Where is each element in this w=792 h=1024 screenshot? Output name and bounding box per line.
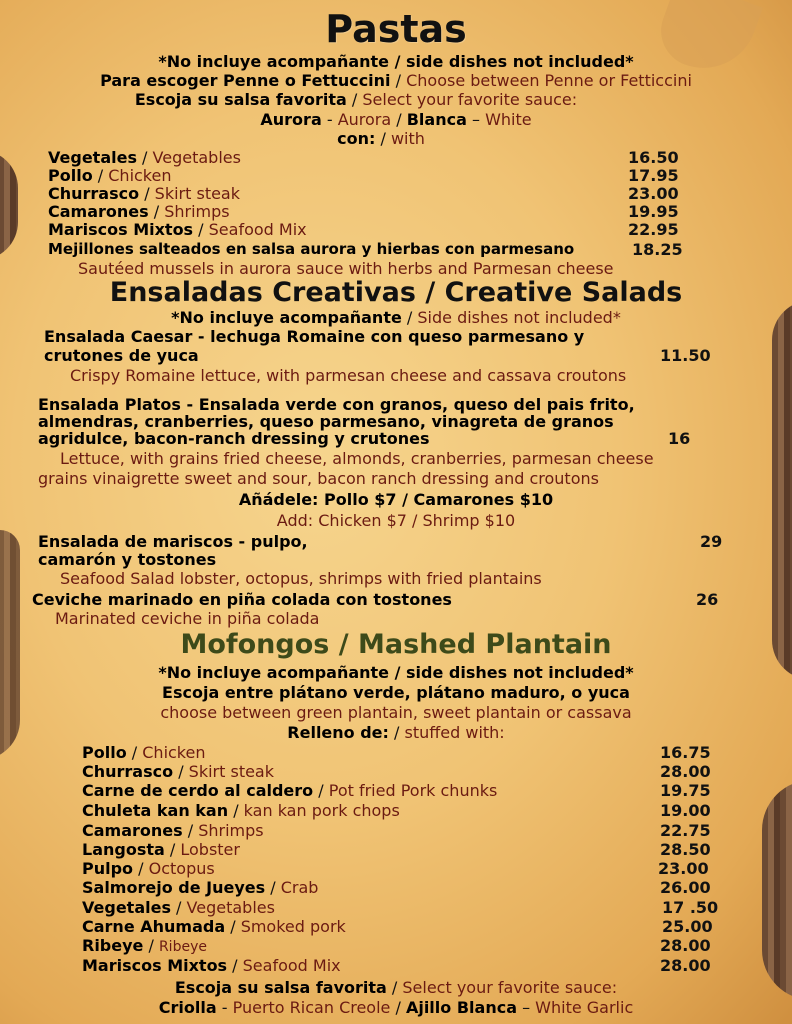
menu-item: Pollo / Chicken xyxy=(82,743,206,762)
menu-item: Churrasco / Skirt steak xyxy=(82,762,274,781)
platos-description-line2: grains vinaigrette sweet and sour, bacon ranch dressing and croutons xyxy=(38,469,599,488)
salads-add-en: Add: Chicken $7 / Shrimp $10 xyxy=(276,511,516,530)
pastas-title: Pastas xyxy=(325,7,467,51)
wood-edge-decoration xyxy=(0,150,18,260)
menu-item: Ribeye / Ribeye xyxy=(82,936,207,955)
menu-item: Carne de cerdo al caldero / Pot fried Pork chunks xyxy=(82,781,498,800)
menu-item: Camarones / Shrimps xyxy=(82,821,264,840)
seafood-salad-name-line2: camarón y tostones xyxy=(38,550,217,569)
menu-item: Carne Ahumada / Smoked pork xyxy=(82,917,346,936)
mofongos-stuffed: Relleno de: / stuffed with: xyxy=(287,723,505,742)
menu-item-price: 23.00 xyxy=(628,184,679,203)
menu-item-price: 16.75 xyxy=(660,743,711,762)
menu-item-price: 19.75 xyxy=(660,781,711,800)
menu-item-price: 26.00 xyxy=(660,878,711,897)
menu-item-price: 19.00 xyxy=(660,801,711,820)
caesar-name-line1: Ensalada Caesar - lechuga Romaine con queso parmesano y xyxy=(44,327,585,346)
ceviche-price: 26 xyxy=(696,590,719,609)
ceviche-description: Marinated ceviche in piña colada xyxy=(55,609,320,628)
menu-item-price: 28.00 xyxy=(660,762,711,781)
menu-item: Mariscos Mixtos / Seafood Mix xyxy=(82,956,341,975)
menu-item-price: 17 .50 xyxy=(662,898,719,917)
menu-item-price: 28.50 xyxy=(660,840,711,859)
platos-name-line2: almendras, cranberries, queso parmesano, vinagreta de granos xyxy=(38,412,614,431)
caesar-description: Crispy Romaine lettuce, with parmesan cheese and cassava croutons xyxy=(70,366,627,385)
mofongos-title: Mofongos / Mashed Plantain xyxy=(180,629,612,660)
platos-name-line1: Ensalada Platos - Ensalada verde con granos, queso del pais frito, xyxy=(38,395,635,414)
menu-item-price: 19.95 xyxy=(628,202,679,221)
mofongos-sauce-options: Criolla - Puerto Rican Creole / Ajillo Blanca – White Garlic xyxy=(158,998,634,1017)
salads-title: Ensaladas Creativas / Creative Salads xyxy=(109,277,683,308)
menu-item: Camarones / Shrimps xyxy=(48,202,230,221)
menu-item-price: 22.95 xyxy=(628,220,679,239)
mussels-description: Sautéed mussels in aurora sauce with herbs and Parmesan cheese xyxy=(78,259,614,278)
salads-note: *No incluye acompañante / Side dishes not included* xyxy=(171,308,621,327)
caesar-name-line2: crutones de yuca xyxy=(44,346,199,365)
seafood-salad-description: Seafood Salad lobster, octopus, shrimps with fried plantains xyxy=(60,569,542,588)
menu-item-price: 28.00 xyxy=(660,936,711,955)
menu-item-price: 17.95 xyxy=(628,166,679,185)
menu-item-price: 28.00 xyxy=(660,956,711,975)
caesar-price: 11.50 xyxy=(660,346,711,365)
menu-item: Pulpo / Octopus xyxy=(82,859,215,878)
menu-item-price: 25.00 xyxy=(662,917,713,936)
platos-price: 16 xyxy=(668,429,691,448)
menu-item: Vegetales / Vegetables xyxy=(82,898,275,917)
mussels-price: 18.25 xyxy=(632,240,683,259)
menu-item: Vegetales / Vegetables xyxy=(48,148,241,167)
pastas-sauce-options: Aurora - Aurora / Blanca – White xyxy=(260,110,532,129)
seafood-salad-name-line1: Ensalada de mariscos - pulpo, xyxy=(38,532,308,551)
menu-item: Salmorejo de Jueyes / Crab xyxy=(82,878,319,897)
menu-item-price: 23.00 xyxy=(658,859,709,878)
menu-item: Pollo / Chicken xyxy=(48,166,172,185)
platos-name-line3: agridulce, bacon-ranch dressing y crutones xyxy=(38,429,430,448)
wood-edge-decoration xyxy=(762,780,792,1000)
ceviche-name: Ceviche marinado en piña colada con tostones xyxy=(32,590,452,609)
mofongos-choose-es: Escoja entre plátano verde, plátano maduro, o yuca xyxy=(162,683,630,702)
pastas-note: *No incluye acompañante / side dishes not included* xyxy=(158,52,634,71)
seafood-salad-price: 29 xyxy=(700,532,723,551)
mofongos-note: *No incluye acompañante / side dishes not included* xyxy=(158,663,634,682)
menu-item: Langosta / Lobster xyxy=(82,840,240,859)
pastas-with: con: / with xyxy=(337,129,425,148)
mussels-name: Mejillones salteados en salsa aurora y hierbas con parmesano xyxy=(48,240,575,258)
menu-item: Churrasco / Skirt steak xyxy=(48,184,240,203)
menu-item-price: 22.75 xyxy=(660,821,711,840)
menu-item: Mariscos Mixtos / Seafood Mix xyxy=(48,220,307,239)
pastas-choose: Para escoger Penne o Fettuccini / Choose between Penne or Fetticcini xyxy=(100,71,692,90)
mofongos-choose-en: choose between green plantain, sweet plantain or cassava xyxy=(160,703,632,722)
mofongos-sauce: Escoja su salsa favorita / Select your favorite sauce: xyxy=(174,978,618,997)
menu-item-price: 16.50 xyxy=(628,148,679,167)
pastas-sauce: Escoja su salsa favorita / Select your favorite sauce: xyxy=(134,90,578,109)
salads-add-es: Añádele: Pollo $7 / Camarones $10 xyxy=(238,490,554,509)
platos-description-line1: Lettuce, with grains fried cheese, almonds, cranberries, parmesan cheese xyxy=(60,449,654,468)
menu-item: Chuleta kan kan / kan kan pork chops xyxy=(82,801,400,820)
